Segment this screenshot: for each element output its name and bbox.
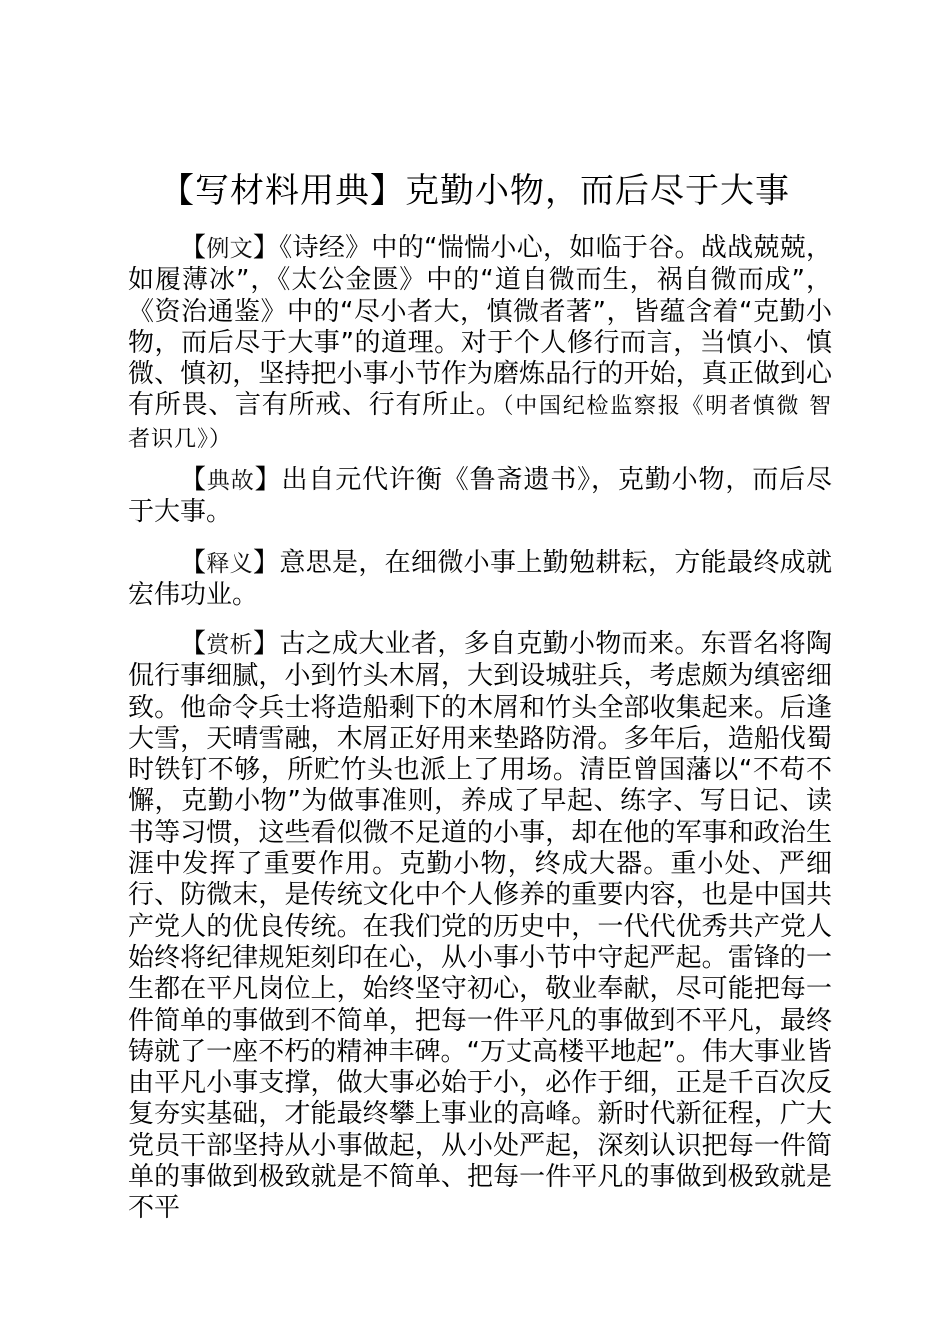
- meaning-tag-open: 【: [180, 548, 207, 578]
- analysis-paragraph: [128, 629, 832, 1225]
- example-paragraph: [128, 233, 832, 455]
- origin-text: 出自元代许衡《鲁斋遗书》，克勤小物，而后尽于大事。: [128, 465, 832, 528]
- meaning-paragraph: [128, 548, 832, 612]
- meaning-tag-close: 】: [253, 548, 280, 578]
- origin-paragraph: [128, 465, 832, 529]
- meaning-text: 意思是，在细微小事上勤勉耕耘，方能最终成就宏伟功业。: [128, 548, 832, 611]
- analysis-tag-open: 【: [180, 629, 207, 659]
- example-text: 《诗经》中的“惴惴小心，如临于谷。战战兢兢，如履薄冰”，《太公金匮》中的“道自微而生，祸自微而成”，《资治通鉴》中的“尽小者大，慎微者著”，皆蕴含着“克勤小物，而后尽于大事”的道理。对于个人修行而言，当慎小、慎微、慎初，坚持把小事小节作为磨炼品行的开始，真正做到心有所畏、言有所戒、行有所止。: [128, 233, 832, 421]
- document-title: 【写材料用典】克勤小物，而后尽于大事: [160, 171, 790, 211]
- analysis-text: 古之成大业者，多自克勤小物而来。东晋名将陶侃行事细腻，小到竹头木屑，大到设城驻兵，考虑颇为缜密细致。他命令兵士将造船剩下的木屑和竹头全部收集起来。后逢大雪，天晴雪融，木屑正好用来垫路防滑。多年后，造船伐蜀时铁钉不够，所贮竹头也派上了用场。清臣曾国藩以“不苟不懈，克勤小物”为做事准则，养成了早起、练字、写日记、读书等习惯，这些看似微不足道的小事，却在他的军事和政治生涯中发挥了重要作用。克勤小物，终成大器。重小处、严细行、防微末，是传统文化中个人修养的重要内容，也是中国共产党人的优良传统。在我们党的历史中，一代代优秀共产党人始终将纪律规矩刻印在心，从小事小节中守起严起。雷锋的一生都在平凡岗位上，始终坚守初心，敬业奉献，尽可能把每一件简单的事做到不简单，把每一件平凡的事做到不平凡，最终铸就了一座不朽的精神丰碑。“万丈高楼平地起”。伟大事业皆由平凡小事支撑，做大事必始于小，必作于细，正是千百次反复夯实基础，才能最终攀上事业的高峰。新时代新征程，广大党员干部坚持从小事做起，从小处严起，深刻认识把每一件简单的事做到极致就是不简单、把每一件平凡的事做到极致就是不平: [128, 629, 832, 1224]
- example-tag-close: 】: [252, 233, 280, 263]
- analysis-tag: 赏析: [206, 632, 254, 658]
- analysis-tag-close: 】: [253, 629, 280, 659]
- origin-tag: 典故: [206, 468, 255, 494]
- example-tag-open: 【: [180, 233, 207, 263]
- example-source: （中国纪检监察报《明者慎微 智者识几》）: [128, 394, 832, 452]
- meaning-tag: 释义: [206, 551, 254, 577]
- example-tag: 例文: [206, 236, 253, 262]
- origin-tag-close: 】: [254, 465, 282, 495]
- origin-tag-open: 【: [180, 465, 207, 495]
